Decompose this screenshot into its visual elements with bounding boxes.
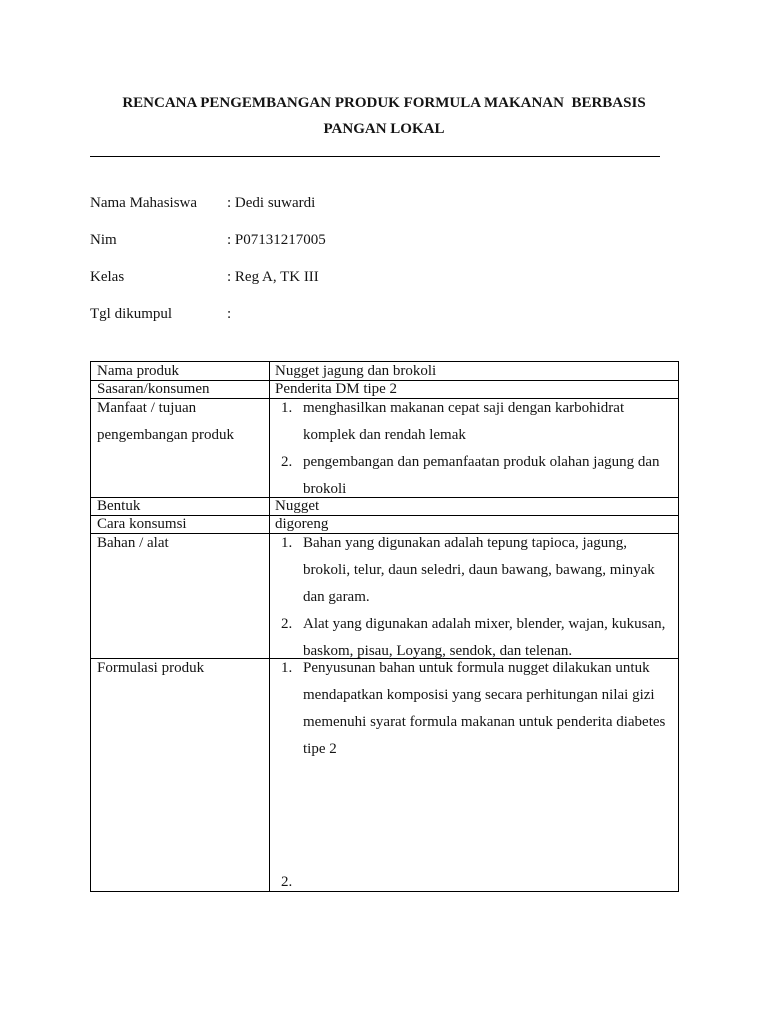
document-title-line-1: RENCANA PENGEMBANGAN PRODUK FORMULA MAKANAN BERBASIS (122, 95, 646, 111)
table-row-bentuk (91, 497, 678, 515)
list-item-line: Bahan yang digunakan adalah tepung tapioca, jagung, (303, 535, 628, 551)
info-row-nim (90, 231, 610, 249)
table-row-manfaat (91, 398, 678, 497)
list-item-line: brokoli (303, 481, 347, 497)
info-label: Kelas (90, 269, 125, 285)
info-value (227, 268, 319, 286)
table-row-formulasi (91, 658, 678, 891)
info-label: Nim (90, 232, 117, 248)
info-separator: : (227, 195, 232, 211)
list-item-line: baskom, pisau, Loyang, sendok, dan telenan. (303, 643, 573, 659)
list-item-line: brokoli, telur, daun seledri, daun bawang, bawang, minyak (303, 562, 655, 578)
row-label: Manfaat / tujuan (97, 400, 197, 416)
row-label: Sasaran/konsumen (97, 381, 210, 397)
row-label-cell (97, 380, 265, 398)
row-label-cell (97, 497, 265, 515)
list-item (275, 399, 674, 444)
row-value: Nugget (275, 498, 320, 514)
info-value-text: P07131217005 (234, 232, 326, 248)
row-value: Nugget jagung dan brokoli (275, 363, 437, 379)
list-item-line: Alat yang digunakan adalah mixer, blender, wajan, kukusan, (303, 616, 666, 632)
list-item-number: 2. (281, 616, 293, 632)
list-item (275, 453, 674, 498)
row-list-cell (275, 534, 674, 658)
info-label: Tgl dikumpul (90, 306, 173, 322)
row-label-cell (97, 515, 265, 533)
info-row-kelas (90, 268, 610, 286)
info-separator: : (227, 269, 232, 285)
info-value-text: Reg A, TK III (234, 269, 319, 285)
info-value (227, 305, 231, 323)
list-item-line: Penyusunan bahan untuk formula nugget dilakukan untuk (303, 660, 650, 676)
product-plan-table (90, 361, 679, 892)
info-row-tgl-dikumpul (90, 305, 610, 323)
list-item-number: 1. (281, 535, 293, 551)
row-list-cell (275, 399, 674, 497)
row-label-cell (97, 399, 265, 453)
list-item-line: menghasilkan makanan cepat saji dengan karbohidrat (303, 400, 625, 416)
list-item (275, 659, 674, 758)
row-value-cell (275, 380, 674, 398)
row-list-cell (275, 659, 674, 891)
row-label: pengembangan produk (97, 427, 235, 443)
list-item-line: dan garam. (303, 589, 370, 605)
list-item-number: 1. (281, 400, 293, 416)
list-item-line: tipe 2 (303, 741, 337, 757)
row-value: digoreng (275, 516, 329, 532)
title-underline (90, 156, 660, 157)
list-item-line: memenuhi syarat formula makanan untuk penderita diabetes (303, 714, 666, 730)
list-item-line: komplek dan rendah lemak (303, 427, 466, 443)
row-label-cell (97, 362, 265, 380)
info-value (227, 194, 315, 212)
row-value-cell (275, 362, 674, 380)
list-item (275, 534, 674, 606)
row-label-cell (97, 659, 265, 677)
info-label: Nama Mahasiswa (90, 195, 198, 211)
info-value (227, 231, 326, 249)
list-item-number: 2. (281, 874, 293, 890)
list-item-line: pengembangan dan pemanfaatan produk olahan jagung dan (303, 454, 660, 470)
info-separator: : (227, 232, 232, 248)
row-label: Nama produk (97, 363, 180, 379)
row-label-cell (97, 534, 265, 552)
list-item-number: 2. (281, 454, 293, 470)
table-row-nama-produk (91, 362, 678, 380)
table-row-cara-konsumsi (91, 515, 678, 533)
row-label: Cara konsumsi (97, 516, 187, 532)
row-value: Penderita DM tipe 2 (275, 381, 398, 397)
row-label: Formulasi produk (97, 660, 205, 676)
table-row-bahan-alat (91, 533, 678, 658)
row-label: Bentuk (97, 498, 141, 514)
document-title-line-2: PANGAN LOKAL (323, 121, 445, 137)
info-row-nama-mahasiswa (90, 194, 610, 212)
list-item-line: mendapatkan komposisi yang secara perhitungan nilai gizi (303, 687, 655, 703)
row-value-cell (275, 515, 674, 533)
row-label: Bahan / alat (97, 535, 169, 551)
info-separator: : (227, 306, 232, 322)
table-row-sasaran (91, 380, 678, 398)
row-value-cell (275, 497, 674, 515)
list-item (275, 615, 674, 660)
list-item-number: 1. (281, 660, 293, 676)
info-value-text: Dedi suwardi (234, 195, 316, 211)
